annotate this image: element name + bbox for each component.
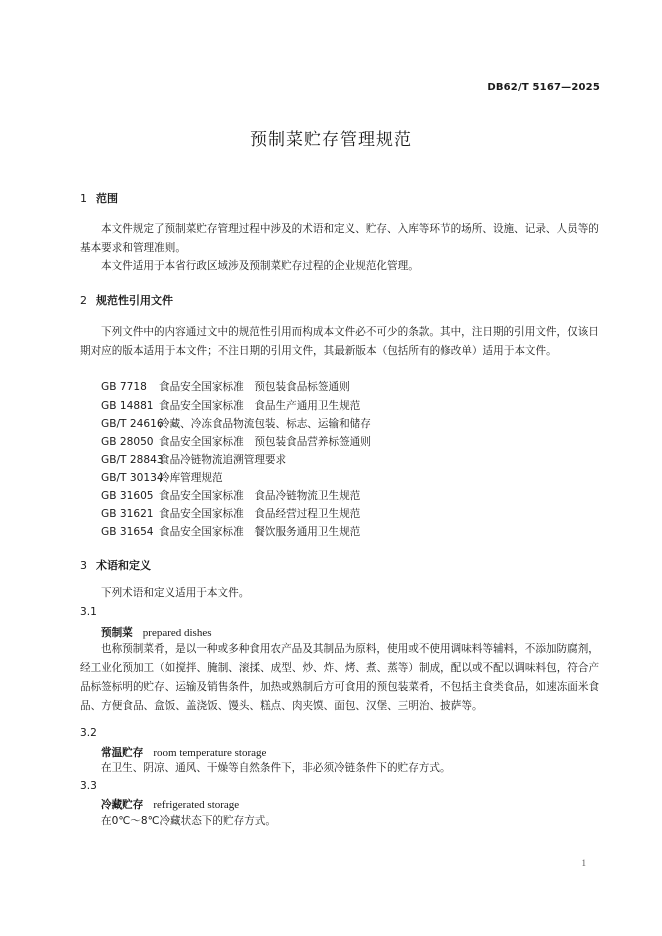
term-definition: 在卫生、阴凉、通风、干燥等自然条件下，非必须冷链条件下的贮存方式。 xyxy=(101,762,451,774)
reference-item xyxy=(101,415,371,434)
reference-code: GB 28050 xyxy=(101,436,154,448)
term-zh: 预制菜 xyxy=(101,627,133,639)
reference-code: GB 7718 xyxy=(101,381,147,393)
section-1-paragraph-2: 本文件适用于本省行政区域涉及预制菜贮存过程的企业规范化管理。 xyxy=(101,260,419,272)
reference-name: 食品安全国家标准 食品冷链物流卫生规范 xyxy=(159,490,361,502)
term-entry xyxy=(101,745,266,760)
section-number: 1 xyxy=(80,192,87,205)
term-definition: 在0℃～8℃冷藏状态下的贮存方式。 xyxy=(101,815,276,827)
reference-name: 冷藏、冷冻食品物流包装、标志、运输和储存 xyxy=(159,418,371,430)
document-code: DB62/T 5167—2025 xyxy=(487,82,600,93)
reference-code: GB/T 30134 xyxy=(101,472,164,484)
section-title: 范围 xyxy=(96,192,118,205)
term-zh: 冷藏贮存 xyxy=(101,799,144,811)
clause-number: 3.2 xyxy=(80,727,97,739)
reference-item xyxy=(101,487,360,506)
reference-code: GB/T 28843 xyxy=(101,454,164,466)
reference-name: 食品安全国家标准 预包装食品标签通则 xyxy=(159,381,350,393)
reference-name: 食品安全国家标准 预包装食品营养标签通则 xyxy=(159,436,371,448)
reference-name: 食品安全国家标准 餐饮服务通用卫生规范 xyxy=(159,526,361,538)
document-title: 预制菜贮存管理规范 xyxy=(250,130,412,150)
reference-item xyxy=(101,433,371,452)
page-number: 1 xyxy=(581,858,586,868)
reference-name: 冷库管理规范 xyxy=(159,472,223,484)
reference-name: 食品安全国家标准 食品生产通用卫生规范 xyxy=(159,400,361,412)
reference-name: 食品安全国家标准 食品经营过程卫生规范 xyxy=(159,508,361,520)
reference-code: GB 31654 xyxy=(101,526,154,538)
section-1-heading xyxy=(80,190,118,206)
reference-item xyxy=(101,505,360,524)
clause-number: 3.3 xyxy=(80,780,97,792)
reference-item xyxy=(101,397,360,416)
section-1-paragraph-1: 本文件规定了预制菜贮存管理过程中涉及的术语和定义、贮存、入库等环节的场所、设施、记录、人员等的基本要求和管理准则。 xyxy=(80,223,599,254)
reference-code: GB 14881 xyxy=(101,400,154,412)
clause-number: 3.1 xyxy=(80,606,97,618)
term-definition: 也称预制菜肴，是以一种或多种食用农产品及其制品为原料，使用或不使用调味料等辅料，不添加防腐剂，经工业化预加工（如搅拌、腌制、滚揉、成型、炒、炸、烤、煮、蒸等）制成，配以或不配以调味料包，符合产品标签标明的贮存、运输及销售条件，加热或熟制后方可食用的预包装菜肴，不包括主食类食品，如速冻面米食品、方便食品、盒饭、盖浇饭、馒头、糕点、肉夹馍、面包、汉堡、三明治、披萨等。 xyxy=(80,643,600,712)
term-entry xyxy=(101,625,212,640)
section-3-heading xyxy=(80,557,151,573)
term-en: prepared dishes xyxy=(142,627,212,639)
reference-item xyxy=(101,523,360,542)
term-entry xyxy=(101,797,239,812)
reference-name: 食品冷链物流追溯管理要求 xyxy=(159,454,287,466)
section-2-heading xyxy=(80,292,173,308)
section-number: 2 xyxy=(80,294,87,307)
term-zh: 常温贮存 xyxy=(101,747,144,759)
section-2-intro: 下列文件中的内容通过文中的规范性引用而构成本文件必不可少的条款。其中，注日期的引用文件，仅该日期对应的版本适用于本文件；不注日期的引用文件，其最新版本（包括所有的修改单）适用于本文件。 xyxy=(80,326,599,357)
term-en: room temperature storage xyxy=(153,747,267,759)
reference-code: GB 31605 xyxy=(101,490,154,502)
reference-item xyxy=(101,469,223,488)
reference-item xyxy=(101,378,350,397)
section-title: 术语和定义 xyxy=(96,559,151,572)
term-en: refrigerated storage xyxy=(153,799,240,811)
section-3-intro: 下列术语和定义适用于本文件。 xyxy=(101,587,250,599)
reference-code: GB/T 24616 xyxy=(101,418,164,430)
reference-code: GB 31621 xyxy=(101,508,154,520)
section-title: 规范性引用文件 xyxy=(96,294,173,307)
section-number: 3 xyxy=(80,559,87,572)
reference-item xyxy=(101,451,286,470)
